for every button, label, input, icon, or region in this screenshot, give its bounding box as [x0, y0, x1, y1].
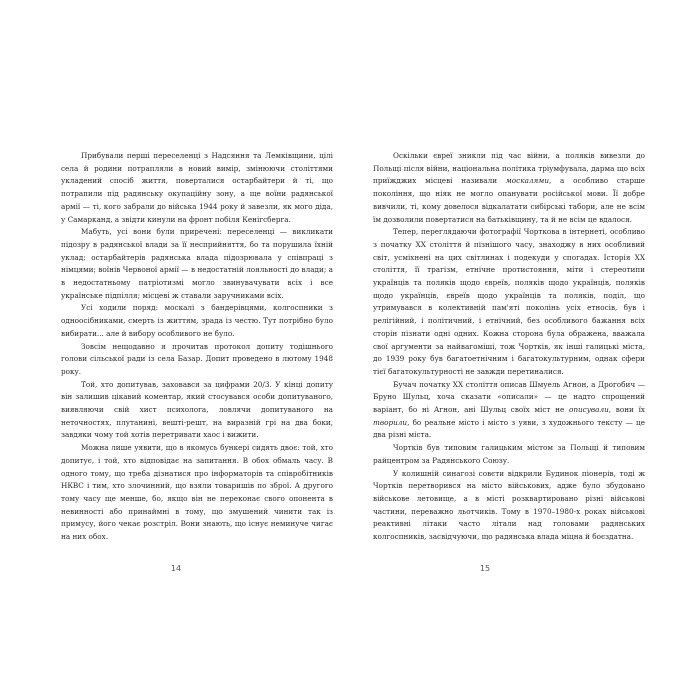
left-paragraph-5: Той, хто допитував, заховався за цифрами 20/3. У кінці допиту він залишив цікавий коментар, який стосувався особи допитуваного, виявляючи свій хист психолога, ловлячи допитуваного на неточностях, плутанині, вешті-решт, на виразній грі на два боки, завдяки чому той хотів перетривати хаос і вижити. — [61, 379, 333, 440]
left-paragraph-2: Мабуть, усі вони були приречені: переселенці — викликати підозру в радянської влади за її несприйняття, бо та порушила їхній уклад; остарбайтерів радянська влада підозрювала у співпраці з німцями; воїнів Червоної армії — в недостатній лояльності до влади; а в недостатньому патріотизмі могло звинувачувати всіх і все українське підпілля; місцеві ж ставали заручниками всіх. — [61, 227, 333, 300]
left-paragraph-6: Можна лише уявити, що в якомусь бункері сидять двоє: той, хто допитує, і той, хто відповідає на запитання. В обох обмаль часу. В одного тому, що треба дізнатися про інформаторів та співробітників НКВС і тим, хто злочинний, що взяли товаришів по зброї. А другого тому часу ще менше, бо, якщо він не переконає свого опонента в невинності або принаймні в тому, що змушений чинити так із примусу, його чекає розстріл. Вони знають, що існує неминуче чигає на них обох. — [61, 443, 333, 542]
right-paragraph-2: Тепер, переглядаючи фотографії Чорткова в інтернеті, особливо з початку XX століття й пізнішого часу, знаходжу в них особливий світ, усміхнені на цих світлинах і подекуди у спогадах. Історія XX століття, її трагізм, етнічне протистояння, міти і стереотипи українців та поляків щодо євреїв, поляків щодо українців, поляків щодо українців, євреїв щодо українців та поляків, поділ, що утримувався в колективній пам'яті поколінь усіх етносів, був і релігійний, і політичний, і етнічний, без особливого бажання всіх сторін пізнати одні одних. Кожна сторона була ображена, вважала свої аргументи за найвагоміші, тож Чортків, як інші галицькі міста, до 1939 року був багатоетнічним і багатокультурним, однак сфери тієї багатокультурності не завжди перетиналися. — [373, 227, 645, 376]
left-page-text — [61, 150, 333, 544]
left-paragraph-4: Зовсім нещодавно я прочитав протокол допиту тодішнього голови сільської ради із села Базар. Допит проведено в лютому 1948 року. — [61, 341, 333, 376]
right-paragraph-3: Бучач початку XX століття описав Шмуель Агнон, а Дрогобич — Бруно Шульц, хоча сказати «описали» — це надто спрощений варіант, бо ні Агнон, ані Шульц своїх міст не описували, вони їх творили, бо реальне місто і місто з уяви, з художнього тексту — це два різні міста. — [373, 379, 645, 440]
right-page-text — [373, 150, 645, 544]
right-page-number: 15 — [479, 564, 491, 573]
left-page-number: 14 — [170, 564, 182, 573]
left-paragraph-1: Прибували перші переселенці з Надсяння та Лемківщини, цілі села й родини потрапляли в новий вимір, змінюючи століттями укладений спосіб життя, поверталися остарбайтери й ті, що потрапили під радянську окупаційну зону, а ще воїни радянської армії — ті, кого забрали до війська 1944 року й завезли, як мого діда, у Самарканд, а звідти кинули на фронт побіля Кенігсберга. — [61, 151, 333, 224]
left-paragraph-3: Усі ходили поряд: москалі з бандерівцями, колгоспники з одноосібниками, смерть із життям, зрада із честю. Тут потрібно було вибирати... але й вибору особливого не було. — [61, 303, 333, 338]
right-paragraph-4: Чортків був типовим галицьким містом за Польщі й типовим райцентром за Радянського Союзу. — [373, 443, 645, 465]
right-paragraph-5: У колишній синагозі совєти відкрили Будинок піонерів, тоді ж Чортків перетворився на місто військових, адже було збудовано військове летовище, а в місті розквартировано різні військові частини, переважно льотчиків. Тому в 1970–1980-х роках військові реактивні літаки часто літали над головами радянських колгоспників, засвідчуючи, що радянська влада міцна й боєздатна. — [373, 468, 645, 542]
right-paragraph-1: Оскільки євреї зникли під час війни, а поляків вивезли до Польщі після війни, національна політика тріумфувала, дарма що всіх приїжджих місцеві називали москалями, а особливо старше покоління, що ніяк не могло опанувати російської мови. Її добре вивчили, ті, кому довелося відкалатати сибірські табори, але не всім їм дозволили повертатися на батьківщину, та й не всім це вдалося. — [373, 151, 645, 224]
